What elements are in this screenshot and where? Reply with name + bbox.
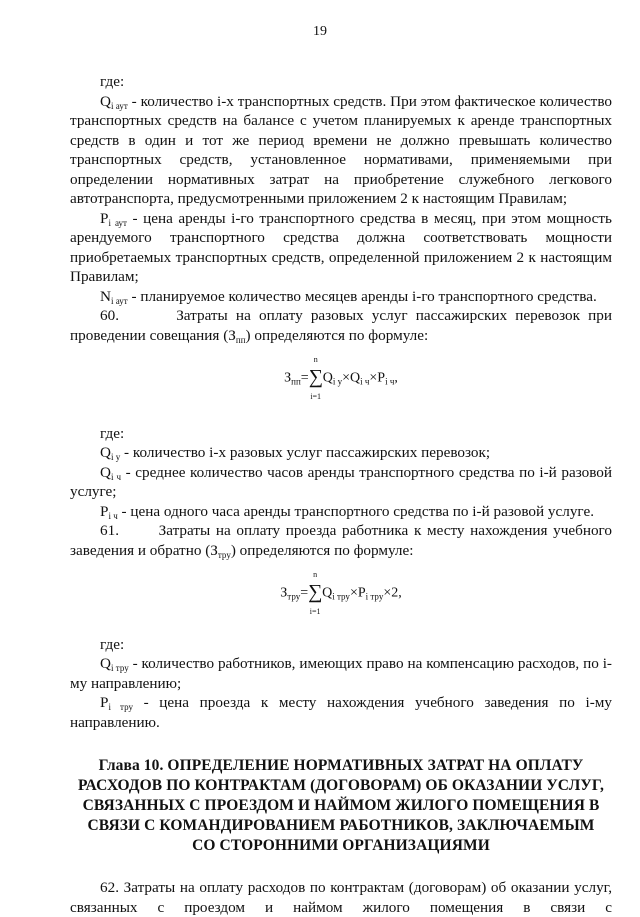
paragraph-60 xyxy=(70,306,612,345)
definition-text: - цена проезда к месту нахождения учебного заведения по i-му направлению. xyxy=(70,694,612,731)
definition-q-tru xyxy=(70,654,612,693)
page-number: 19 xyxy=(313,24,327,39)
formula-end: 2, xyxy=(391,585,402,601)
summation xyxy=(308,355,323,401)
symbol: P xyxy=(100,502,109,520)
symbol-subscript: i ч xyxy=(110,471,122,482)
definition-text: - цена одного часа аренды транспортного средства по i-й разовой услуге. xyxy=(117,502,594,520)
heading-line: СВЯЗАННЫХ С ПРОЕЗДОМ И НАЙМОМ ЖИЛОГО ПОМЕЩЕНИЯ В xyxy=(82,797,600,814)
sum-lower-limit: i=1 xyxy=(310,391,322,401)
symbol-subscript: i аут xyxy=(110,295,128,306)
definition-text: - количество i-х разовых услуг пассажирских перевозок; xyxy=(120,444,491,461)
formula-lhs-subscript: тру xyxy=(287,591,301,602)
sum-upper-limit: n xyxy=(313,355,318,364)
symbol: Q xyxy=(100,463,111,481)
equals-sign: = xyxy=(300,585,309,601)
paragraph-61 xyxy=(70,521,612,560)
definition-text: - среднее количество часов аренды транспортного средства по i-й разовой услуге; xyxy=(70,463,612,500)
where-label: где: xyxy=(100,73,125,90)
formula-term-subscript: i ч xyxy=(360,376,370,387)
formula-lhs-subscript: пп xyxy=(291,376,301,387)
document-body xyxy=(70,72,612,917)
heading-line: РАСХОДОВ ПО КОНТРАКТАМ (ДОГОВОРАМ) ОБ ОКАЗАНИИ УСЛУГ, xyxy=(77,777,605,794)
symbol-subscript: i аут xyxy=(110,100,128,111)
definition-text: - количество работников, имеющих право на компенсацию расходов, по i-му направлению; xyxy=(70,655,612,692)
definition-text: - цена аренды i-го транспортного средства в месяц, при этом мощность арендуемого транспортного средства должна соответствовать мощности приобретаемых транспортных средств, определенной приложением 2 к настоящим Правилам; xyxy=(70,209,612,285)
formula-term: Q xyxy=(349,370,361,386)
sigma-symbol: ∑ xyxy=(308,581,323,603)
formula-end: , xyxy=(394,370,398,386)
symbol: P xyxy=(100,209,109,227)
heading-line: СО СТОРОННИМИ ОРГАНИЗАЦИЯМИ xyxy=(192,837,490,854)
paragraph-text: ) определяются по формуле: xyxy=(230,541,414,559)
formula-term-subscript: i тру xyxy=(332,591,350,602)
symbol-subscript: тру xyxy=(217,549,231,560)
symbol: P xyxy=(100,694,109,711)
where-label: где: xyxy=(100,635,125,653)
symbol-subscript: i тру xyxy=(110,663,129,673)
summation xyxy=(308,570,323,616)
heading-line: СВЯЗИ С КОМАНДИРОВАНИЕМ РАБОТНИКОВ, ЗАКЛЮЧАЕМЫМ xyxy=(87,817,595,834)
symbol-subscript: i тру xyxy=(108,702,133,712)
multiply-sign: × xyxy=(369,370,378,386)
paragraph-number: 61. xyxy=(100,522,119,539)
symbol: Q xyxy=(100,444,111,461)
formula-term: Q xyxy=(322,370,333,386)
sum-upper-limit: n xyxy=(313,570,318,579)
formula-term-subscript: i тру xyxy=(365,591,384,602)
where-label: где: xyxy=(100,424,125,442)
formula-zpp xyxy=(70,355,612,401)
multiply-sign: × xyxy=(349,585,358,601)
symbol: Q xyxy=(100,655,111,672)
sigma-symbol: ∑ xyxy=(308,366,323,388)
formula-lhs: З xyxy=(280,585,288,601)
definition-q-ch xyxy=(70,463,612,502)
paragraph-text: Затраты на оплату проезда работника к месту нахождения учебного заведения и обратно (З xyxy=(70,522,613,559)
sum-lower-limit: i=1 xyxy=(309,606,321,616)
symbol-subscript: i у xyxy=(110,452,121,462)
chapter-heading xyxy=(70,756,612,856)
equals-sign: = xyxy=(300,370,309,386)
paragraph-text: Затраты на оплату разовых услуг пассажирских перевозок при проведении совещания (З xyxy=(70,307,612,344)
definition-p-aut xyxy=(70,209,612,287)
symbol-subscript: i аут xyxy=(108,217,127,228)
symbol: N xyxy=(100,287,111,305)
formula-lhs: З xyxy=(284,370,292,386)
heading-line: Глава 10. ОПРЕДЕЛЕНИЕ НОРМАТИВНЫХ ЗАТРАТ НА ОПЛАТУ xyxy=(98,757,584,774)
definition-text: - количество i-х транспортных средств. При этом фактическое количество транспортных средств на балансе с учетом планируемых к аренде транспортных средств в один и тот же период времени не должно превышать количество транспортных средств, установленное нормативами, применяемыми при определении нормативных затрат на приобретение служебного легкового автотранспорта, предусмотренными приложением 2 к настоящим Правилам; xyxy=(70,92,612,207)
definition-n-aut xyxy=(70,287,612,307)
formula-term: P xyxy=(377,370,386,386)
formula-ztru xyxy=(70,570,612,616)
multiply-sign: × xyxy=(342,370,350,386)
symbol: Q xyxy=(100,92,111,110)
paragraph-62: 62. Затраты на оплату расходов по контрактам (договорам) об оказании услуг, связанных с проездом и наймом жилого помещения в связи с xyxy=(70,879,612,916)
symbol-subscript: пп xyxy=(235,334,246,345)
definition-text: - планируемое количество месяцев аренды i-го транспортного средства. xyxy=(127,287,597,305)
multiply-sign: × xyxy=(383,585,392,601)
definition-p-tru xyxy=(70,693,612,732)
paragraph-number: 60. xyxy=(100,307,119,324)
definition-q-u xyxy=(70,443,612,463)
formula-term: P xyxy=(357,585,366,601)
symbol-subscript: i ч xyxy=(108,510,118,521)
formula-term-subscript: i ч xyxy=(385,376,395,387)
definition-p-ch xyxy=(70,502,612,522)
paragraph-text: ) определяются по формуле: xyxy=(245,326,429,344)
formula-term-subscript: i у xyxy=(332,376,343,387)
formula-term: Q xyxy=(322,585,333,601)
definition-q-aut xyxy=(70,92,612,209)
